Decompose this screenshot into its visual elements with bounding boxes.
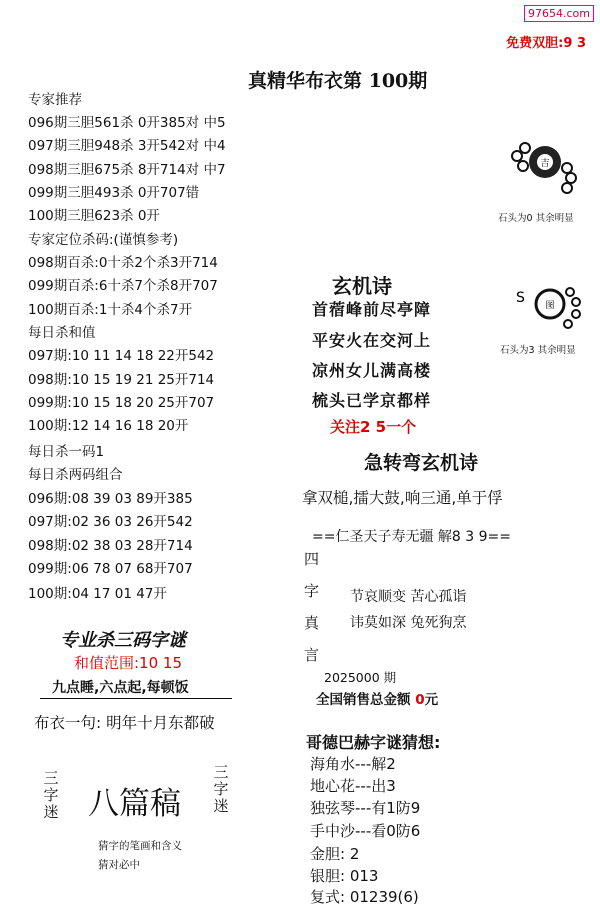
divider <box>40 698 232 699</box>
zimi-title: 专业杀三码字谜 <box>60 630 186 651</box>
sizi-line: 节哀顺变 苦心孤诣 <box>350 589 467 605</box>
left-line: 专家推荐 <box>28 92 82 108</box>
left-line: 098期百杀:0十杀2个杀3开714 <box>28 255 218 271</box>
sales-unit: 元 <box>424 692 439 708</box>
left-line: 每日杀一码1 <box>28 444 105 460</box>
left-line: 100期三胆623杀 0开 <box>28 208 160 224</box>
sales-label: 全国销售总金额 <box>316 692 411 708</box>
svg-text:S: S <box>516 290 525 306</box>
vertical-label-left: 三字迷 <box>43 769 59 821</box>
stone-label-1: 吉 <box>540 159 550 169</box>
left-line: 096期:08 39 03 89开385 <box>28 491 193 507</box>
goldbach-line: 独弦琴---有1防9 <box>310 799 421 817</box>
left-line: 100期:04 17 01 47开 <box>28 586 167 602</box>
goldbach-line: 手中沙---看0防6 <box>310 822 421 840</box>
xuanji-line: 首蓿峰前尽亭障 <box>312 300 432 319</box>
vertical-label-right: 三字迷 <box>213 763 229 815</box>
free-double: 免费双胆:9 3 <box>506 36 586 51</box>
left-line: 099期:06 78 07 68开707 <box>28 561 193 577</box>
left-line: 098期:02 38 03 28开714 <box>28 538 193 554</box>
page-title: 真精华布衣第 100期 <box>248 70 428 92</box>
left-line: 098期三胆675杀 8开714对 中7 <box>28 162 226 178</box>
left-line: 096期三胆561杀 0开385对 中5 <box>28 115 226 131</box>
stone-puzzle-image-2 <box>510 282 590 338</box>
left-line: 097期:02 36 03 26开542 <box>28 514 193 530</box>
sizi-line: 讳莫如深 兔死狗烹 <box>350 615 467 631</box>
buyi-sentence: 布衣一句: 明年十月东都破 <box>34 714 215 732</box>
goldbach-line: 金胆: 2 <box>310 845 360 863</box>
left-line: 专家定位杀码:(谨慎参考) <box>28 232 179 248</box>
goldbach-line: 复式: 01239(6) <box>310 888 419 906</box>
left-line: 097期三胆948杀 3开542对 中4 <box>28 138 226 154</box>
sizi-char: 四 <box>304 550 320 568</box>
attention-note: 关注2 5一个 <box>330 418 417 436</box>
goldbach-title: 哥德巴赫字谜猜想: <box>306 733 441 752</box>
goldbach-line: 银胆: 013 <box>310 867 379 885</box>
goldbach-line: 海角水---解2 <box>310 755 396 773</box>
riddle-answer: ==仁圣天子寿无疆 解8 3 9== <box>312 529 511 545</box>
left-line: 100期百杀:1十杀4个杀7开 <box>28 302 193 318</box>
riddle-poem: 拿双槌,擂大鼓,响三通,单于俘 <box>302 489 503 507</box>
hezhi-range: 和值范围:10 15 <box>74 654 182 672</box>
sleep-riddle: 九点睡,六点起,每顿饭 <box>52 680 189 696</box>
xuanji-line: 平安火在交河上 <box>312 331 432 350</box>
jizhuanwan-title: 急转弯玄机诗 <box>364 452 479 474</box>
left-line: 098期:10 15 19 21 25开714 <box>28 372 215 388</box>
stone-puzzle-image-1 <box>505 136 585 206</box>
stone-label-2: 图 <box>545 301 555 311</box>
stone-caption-2: 石头为3 其余明显 <box>500 345 576 356</box>
issue-number: 2025000 期 <box>324 670 397 685</box>
hint-line: 猜对必中 <box>98 859 140 871</box>
sales-value: 0 <box>415 692 425 708</box>
sizi-char: 言 <box>304 646 320 664</box>
left-line: 100期:12 14 16 18 20开 <box>28 418 189 434</box>
xuanji-line: 梳头已学京都样 <box>312 391 432 410</box>
left-line: 097期:10 11 14 18 22开542 <box>28 348 215 364</box>
xuanji-title: 玄机诗 <box>332 274 392 298</box>
xuanji-line: 凉州女儿满高楼 <box>312 361 432 380</box>
left-line: 099期:10 15 18 20 25开707 <box>28 395 215 411</box>
goldbach-line: 地心花---出3 <box>310 777 396 795</box>
sizi-char: 真 <box>304 614 320 632</box>
watermark: 97654.com <box>524 5 594 22</box>
bapiangao-riddle: 八篇稿 <box>88 786 181 822</box>
sales-total <box>316 688 438 708</box>
left-line: 099期百杀:6十杀7个杀8开707 <box>28 278 218 294</box>
left-line: 099期三胆493杀 0开707错 <box>28 185 200 201</box>
left-line: 每日杀两码组合 <box>28 467 123 483</box>
stone-caption-1: 石头为0 其余明显 <box>498 213 574 224</box>
left-line: 每日杀和值 <box>28 325 96 341</box>
hint-line: 猜字的笔画和含义 <box>98 840 182 852</box>
sizi-char: 字 <box>304 582 320 600</box>
